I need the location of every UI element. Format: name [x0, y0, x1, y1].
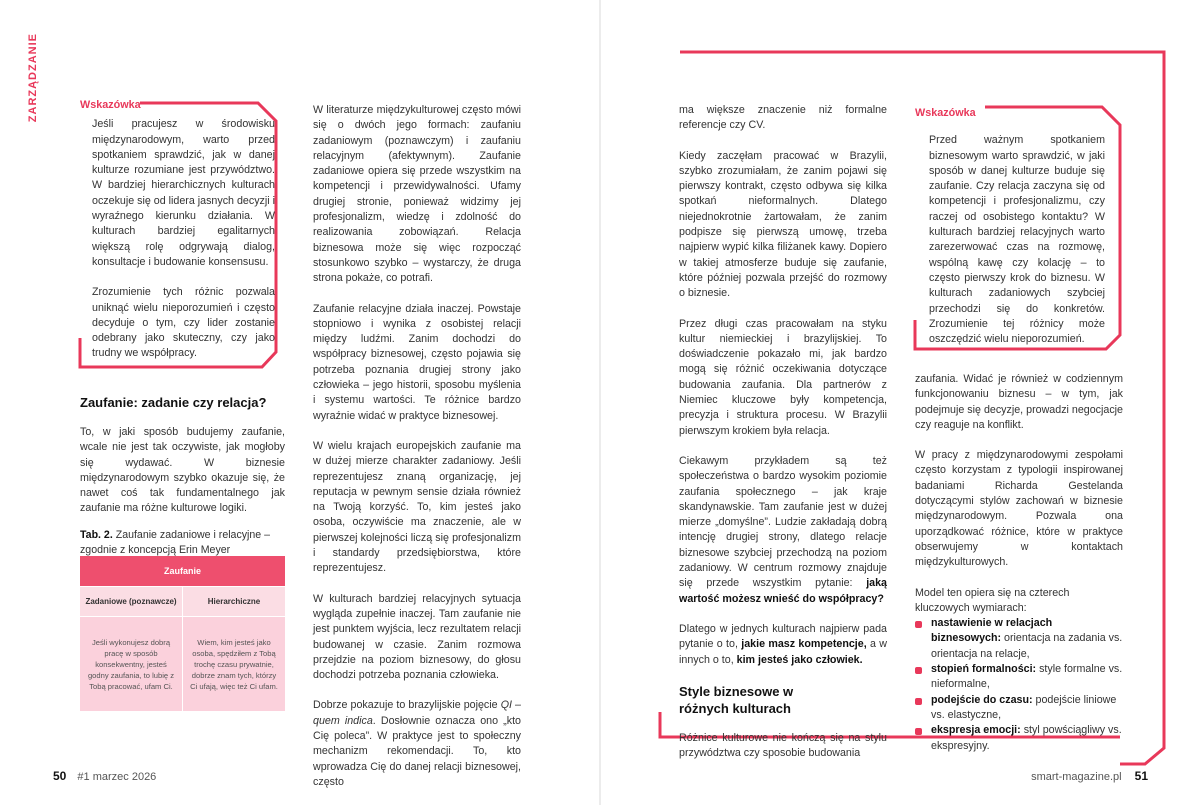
- col2-p5-start: Dobrze pokazuje to brazylijskie pojęcie: [313, 699, 501, 712]
- list-item: [915, 693, 1123, 724]
- col4-paragraph-2: W pracy z międzynarodowymi zespołami często korzystam z typologii inspirowanej badaniami Richarda Gestelanda dotyczącymi stylów zachowań w biznesie międzynarodowym. Pozwala ona uporządkować różnice, które w praktyce obserwujemy w kontaktach międzykulturowych.: [915, 449, 1123, 569]
- col2-p5-term: QI – quem indica: [313, 699, 521, 727]
- issue-date: #1 marzec 2026: [77, 771, 157, 783]
- col4-paragraph-3: Model ten opiera się na czterech kluczowych wymiarach:: [915, 586, 1070, 614]
- col3-paragraph-0: ma większe znaczenie niż formalne referencje czy CV.: [679, 104, 887, 132]
- right-tip-paragraph: Przed ważnym spotkaniem biznesowym warto sprawdzić, w jaki sposób w danej kulturze buduje się zaufanie. Czy relacja zaczyna się od kompetencji i profesjonalizmu, czy raczej od osobistego kontaktu? W kulturach bardziej relacyjnych warto zarezerwować czas na rozmowę, wspólną kawę czy kolację – to często pierwszy krok do biznesu. W kulturach zadaniowych szybciej przechodzi się do konkretów. Zrozumienie tej różnicy może oszczędzić wielu nieporozumień.: [929, 134, 1105, 346]
- list-item: [915, 723, 1123, 754]
- col3-paragraph-1: Kiedy zaczęłam pracować w Brazylii, szybko zrozumiałam, że zanim pojawi się pierwszy kontrakt, często odbywa się kilka spotkań nieformalnych. Dlatego niejednokrotnie żartowałam, że zanim podpisze się pierwszą umowę, trzeba najpierw wypić kilka filiżanek kawy. Dopiero w takiej atmosferze buduje się zaufanie, które później pozwala przejść do rozmowy o biznesie.: [679, 149, 887, 300]
- trust-table: [80, 556, 285, 711]
- table-row: [80, 616, 285, 711]
- list-item-bold: stopień formalności:: [931, 663, 1037, 676]
- col3-p4-text-2: a w innych o to,: [679, 638, 888, 666]
- column-2: [313, 103, 521, 790]
- list-item-bold: podejście do czasu:: [931, 693, 1033, 706]
- heading-business-styles: Style biznesowe w różnych kulturach: [679, 683, 794, 716]
- right-tip-title: Wskazówka: [915, 107, 976, 119]
- column-4: [915, 372, 1123, 754]
- col2-paragraph-4: W kulturach bardziej relacyjnych sytuacja wygląda zupełnie inaczej. Tam zaufanie nie jest punktem wyjścia, lecz rezultatem relacji budowanej w czasie. Zanim rozmowa przejdzie na poziom biznesowy, do głosu dochodzi potrzeba poznania człowieka.: [313, 592, 521, 682]
- col3-p4-bold-2: kim jesteś jako człowiek.: [736, 653, 863, 666]
- col2-paragraph-3: W wielu krajach europejskich zaufanie ma w dużej mierze charakter zadaniowy. Jeśli reprezentujesz znaną organizację, jej reputacja w pewnym sensie działa również na Twoją korzyść. To, kim jesteś jako osoba, oczywiście ma znaczenie, ale w pierwszej kolejności liczą się profesjonalizm i standardy przedsiębiorstwa, które reprezentujesz.: [313, 439, 521, 575]
- site-url: smart-magazine.pl: [1031, 771, 1122, 783]
- heading-trust: Zaufanie: zadanie czy relacja?: [80, 395, 267, 410]
- left-page-number: 50: [53, 769, 67, 783]
- table-cell-right: Wiem, kim jesteś jako osoba, spędziłem z Tobą trochę czasu prywatnie, dobrze znam tych, którzy Ci ufają, więc też Ci ufam.: [190, 637, 278, 691]
- col3-p4-bold-1: jakie masz kompetencje,: [741, 638, 867, 651]
- col3-paragraph-2: Przez długi czas pracowałam na styku kultur niemieckiej i brazylijskiej. To doświadczenie pokazało mi, jak bardzo mogą się różnić oczekiwania dotyczące budowania zaufania. Dla partnerów z Niemiec kluczowe były kompetencja, precyzja i struktura procesu. W Brazylii pierwszym krokiem była relacja.: [679, 317, 887, 437]
- col3-p4-text-1: Dlatego w jednych kulturach najpierw pada pytanie o to,: [679, 622, 887, 651]
- table-cell-left: Jeśli wykonujesz dobrą pracę w sposób konsekwentny, jesteś godny zaufania, to lubię z Tobą pracować, ufam Ci.: [80, 617, 183, 711]
- right-tip-box: [915, 106, 1105, 347]
- list-item-text: orientacja na zadania vs. orientacja na relacje,: [931, 632, 1123, 660]
- section-label: ZARZĄDZANIE: [27, 33, 39, 123]
- col4-paragraph-1: zaufania. Widać je również w codziennym funkcjonowaniu biznesu – w tym, jak podejmuje się decyzje, prowadzi negocjacje czy reaguje na konflikt.: [915, 373, 1123, 431]
- table-col-right-header: Hierarchiczne: [207, 597, 261, 606]
- col2-paragraph-2: Zaufanie relacyjne działa inaczej. Powstaje stopniowo i wynika z osobistej relacji między ludźmi. Zanim dochodzi do współpracy biznesowej, często pojawia się potrzeba poznania drugiej strony jako człowieka – jego historii, sposobu myślenia i systemu wartości. Te różnice bardzo wyraźnie widać w praktyce biznesowej.: [313, 302, 521, 422]
- right-page-number: 51: [1134, 769, 1148, 783]
- list-item: [915, 662, 1123, 693]
- list-item-bold: ekspresja emocji:: [931, 724, 1021, 737]
- table-header: Zaufanie: [80, 556, 285, 586]
- column-1: [80, 394, 285, 558]
- dimensions-list: [915, 616, 1123, 754]
- col3-paragraph-3: [679, 454, 887, 607]
- left-footer: [53, 769, 156, 783]
- left-tip-title: Wskazówka: [80, 99, 141, 111]
- col1-paragraph-1: To, w jaki sposób budujemy zaufanie, wcale nie jest tak oczywiste, jak mogłoby się wydawać. W biznesie międzynarodowym szybko okazuje się, że nawet coś tak fundamentalnego jak zaufanie ma różne kulturowe logiki.: [80, 426, 285, 515]
- col3-p3-bold: jaką wartość możesz wnieść do współpracy?: [679, 577, 887, 605]
- col2-paragraph-5: [313, 698, 521, 790]
- left-tip-paragraph-1: Jeśli pracujesz w środowisku międzynarodowym, warto przed spotkaniem sprawdzić, jak w danej kulturze rozumiane jest przywództwo. W bardziej hierarchicznych kulturach oczekuje się od lidera jasnych decyzji i wyraźnego kierunku działania. W kulturach bardziej egalitarnych większą rolę odgrywają dialog, konsultacje i budowanie konsensusu.: [92, 118, 275, 268]
- left-tip-paragraph-2: Zrozumienie tych różnic pozwala uniknąć wielu nieporozumień i często decyduje o tym, czy lider zostanie odebrany jako skuteczny, czy jako trudny we współpracy.: [92, 286, 275, 360]
- list-item-text: podejście liniowe vs. elastyczne,: [931, 693, 1117, 721]
- col3-p3-text: Ciekawym przykładem są też społeczeństwa o bardzo wysokim poziomie zaufania społecznego – jak kraje skandynawskie. Tam zaufanie jest w dużej mierze „domyślne”. Ludzie zakładają dobrą intencję drugiej strony, dlatego relacje biznesowe szybciej przechodzą na poziom zadaniowy. W centrum rozmowy znajduje się przede wszystkim pytanie:: [679, 454, 887, 590]
- col2-p5-end: . Dosłownie oznacza ono „kto Cię poleca”. W praktyce jest to społeczny mechanizm rekomendacji. To, kto wprowadza Cię do danej relacji biznesowej, często: [313, 714, 521, 788]
- list-item: [915, 616, 1123, 662]
- column-3: [679, 103, 887, 761]
- table-caption-label: Tab. 2.: [80, 528, 113, 541]
- list-item-text: styl powściągliwy vs. ekspresyjny.: [931, 724, 1122, 752]
- list-item-text: style formalne vs. nieformalne,: [931, 663, 1123, 691]
- list-item-bold: nastawienie w relacjach biznesowych:: [931, 617, 1053, 645]
- right-footer: [1031, 769, 1148, 783]
- col2-paragraph-1: W literaturze międzykulturowej często mówi się o dwóch jego formach: zaufaniu zadaniowym (poznawczym) i zaufaniu relacyjnym (afektywnym). Zaufanie zadaniowe opiera się przede wszystkim na kompetencji i przewidywalności. Ufamy drugiej stronie, ponieważ widzimy jej profesjonalizm, wiedzę i zdolność do realizowania zobowiązań. Relacja biznesowa może się więc rozpocząć stosunkowo szybko – wystarczy, że druga strona pokaże, co potrafi.: [313, 104, 521, 285]
- left-tip-box: [80, 98, 275, 362]
- table-col-left-header: Zadaniowe (poznawcze): [80, 587, 183, 616]
- table-subheader-row: [80, 586, 285, 616]
- col3-paragraph-4: [679, 622, 887, 668]
- col3-paragraph-5: Różnice kulturowe nie kończą się na stylu przywództwa czy sposobie budowania: [679, 731, 887, 760]
- table-caption-text: Zaufanie zadaniowe i relacyjne – zgodnie z koncepcją Erin Meyer: [80, 528, 271, 556]
- table-caption: [80, 528, 285, 558]
